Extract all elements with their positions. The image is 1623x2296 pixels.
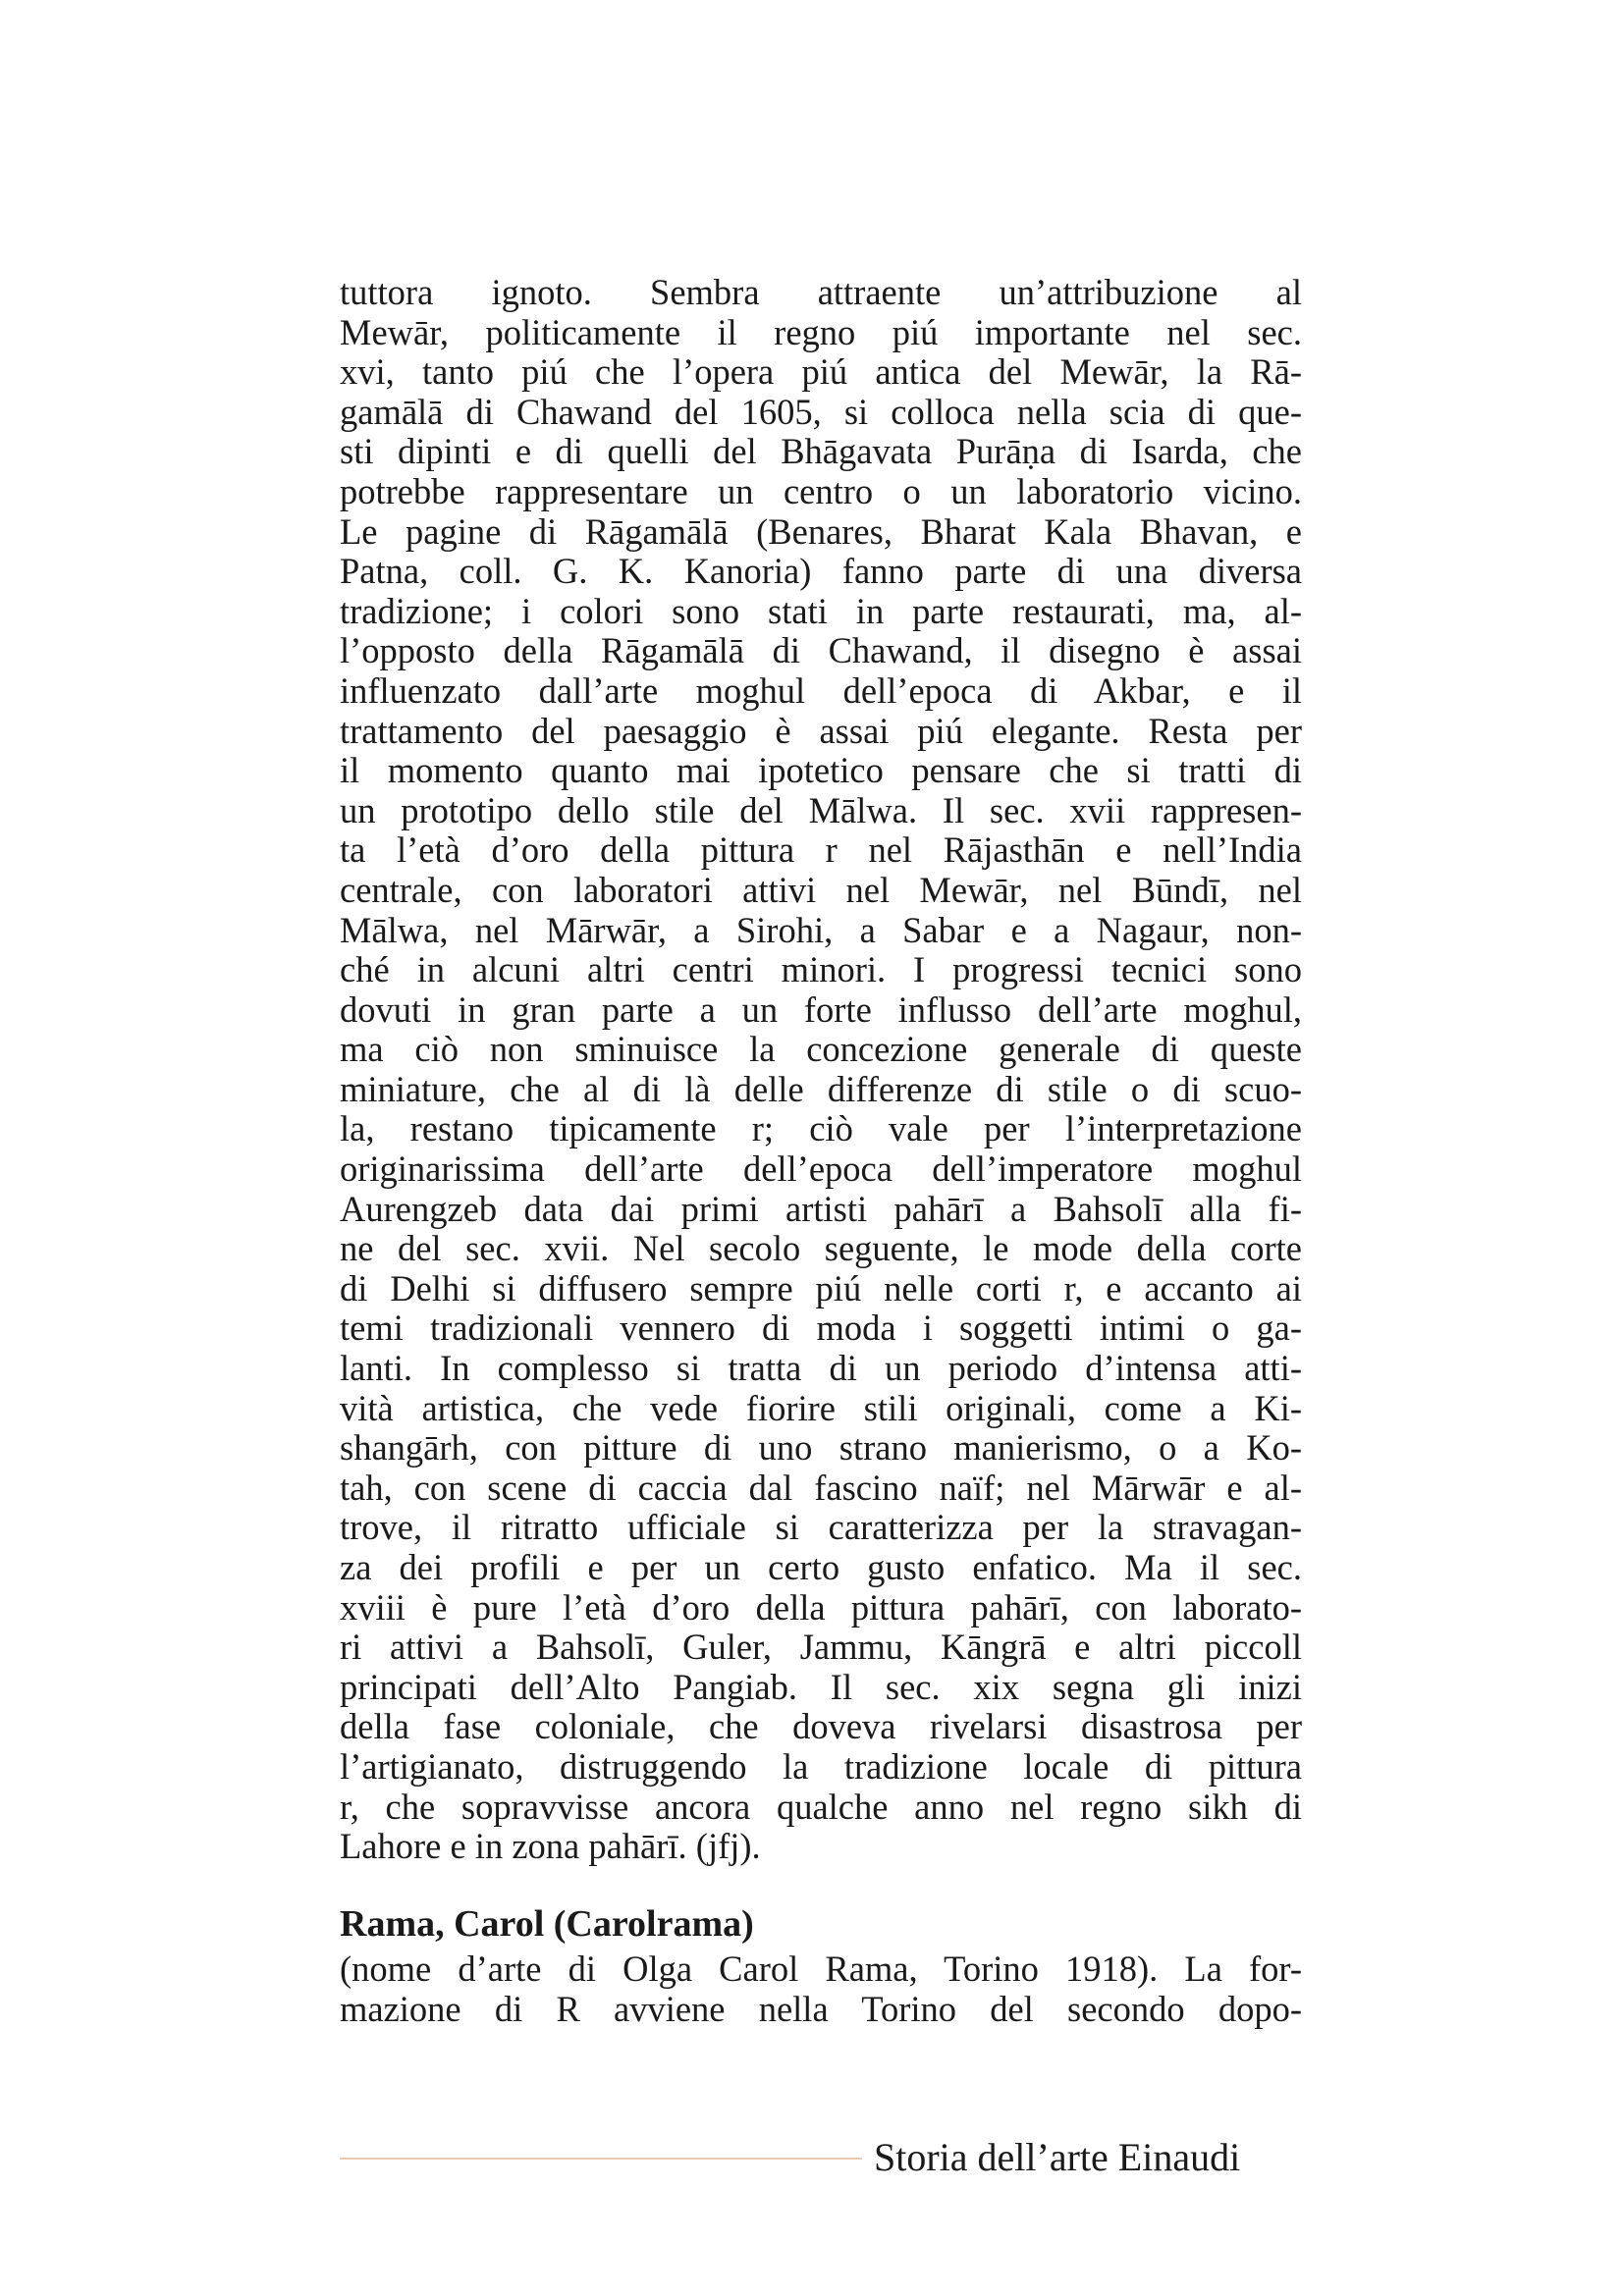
body-line: za dei profili e per un certo gusto enfatico. Ma il sec. — [340, 1547, 1302, 1587]
body-line: dovuti in gran parte a un forte influsso dell’arte moghul, — [340, 988, 1302, 1030]
body-line: Patna, coll. G. K. Kanoria) fanno parte di una diversa — [340, 551, 1302, 592]
body-line: tuttora ignoto. Sembra attraente un’attribuzione al — [340, 272, 1302, 312]
body-line: il momento quanto mai ipotetico pensare che si tratti di — [340, 750, 1302, 791]
body-line: ta l’età d’oro della pittura r nel Rājasthān e nell’India — [340, 829, 1302, 871]
body-line: della fase coloniale, che doveva rivelarsi disastrosa per — [340, 1706, 1302, 1747]
body-line: centrale, con laboratori attivi nel Mewār, nel Būndī, nel — [340, 869, 1302, 910]
body-line: Aurengzeb data dai primi artisti pahārī a Bahsolī alla fi- — [340, 1188, 1302, 1229]
body-line: trattamento del paesaggio è assai piú elegante. Resta per — [340, 710, 1302, 751]
body-line: ma ciò non sminuisce la concezione generale di queste — [340, 1029, 1302, 1070]
body-line: gamālā di Chawand del 1605, si colloca nella scia di que- — [340, 391, 1302, 432]
body-line: l’artigianato, distruggendo la tradizione locale di pittura — [340, 1745, 1302, 1787]
body-line: lanti. In complesso si tratta di un periodo d’intensa atti- — [340, 1348, 1302, 1389]
body-line: l’opposto della Rāgamālā di Chawand, il disegno è assai — [340, 630, 1302, 671]
body-line: ne del sec. xvii. Nel secolo seguente, le mode della corte — [340, 1228, 1302, 1269]
entry-body — [340, 1949, 1302, 2029]
body-line: un prototipo dello stile del Mālwa. Il sec. xvii rappresen- — [340, 789, 1302, 830]
body-line: miniature, che al di là delle differenze di stile o di scuo- — [340, 1068, 1302, 1109]
article-body — [340, 273, 1302, 1867]
body-line: tradizione; i colori sono stati in parte restaurati, ma, al- — [340, 590, 1302, 631]
body-line: originarissima dell’arte dell’epoca dell’imperatore moghul — [340, 1148, 1302, 1190]
entry-line: mazione di R avviene nella Torino del secondo dopo- — [340, 1988, 1302, 2029]
body-line: r, che sopravvisse ancora qualche anno nel regno sikh di — [340, 1786, 1302, 1827]
body-line: Le pagine di Rāgamālā (Benares, Bharat Kala Bhavan, e — [340, 510, 1302, 552]
body-line: trove, il ritratto ufficiale si caratterizza per la stravagan- — [340, 1507, 1302, 1548]
body-line: Lahore e in zona pahārī. (jfj). — [340, 1826, 761, 1867]
footer-rule — [340, 2158, 862, 2160]
body-line: vità artistica, che vede fiorire stili originali, come a Ki- — [340, 1387, 1302, 1428]
body-line: influenzato dall’arte moghul dell’epoca di Akbar, e il — [340, 669, 1302, 711]
body-line: Mewār, politicamente il regno piú importante nel sec. — [340, 311, 1302, 352]
entry-line: (nome d’arte di Olga Carol Rama, Torino 1918). La for- — [340, 1949, 1302, 1989]
body-line: Mālwa, nel Mārwār, a Sirohi, a Sabar e a Nagaur, non- — [340, 909, 1302, 950]
body-line: principati dell’Alto Pangiab. Il sec. xix segna gli inizi — [340, 1666, 1302, 1707]
body-line: temi tradizionali vennero di moda i soggetti intimi o ga- — [340, 1308, 1302, 1349]
body-line: ri attivi a Bahsolī, Guler, Jammu, Kāngrā e altri piccoll — [340, 1627, 1302, 1668]
body-line: shangārh, con pitture di uno strano manierismo, o a Ko- — [340, 1427, 1302, 1468]
entry-heading: Rama, Carol (Carolrama) — [340, 1903, 754, 1945]
body-line: tah, con scene di caccia dal fascino naïf; nel Mārwār e al- — [340, 1467, 1302, 1508]
body-line: potrebbe rappresentare un centro o un laboratorio vicino. — [340, 470, 1302, 511]
body-line: xvi, tanto piú che l’opera piú antica del Mewār, la Rā- — [340, 351, 1302, 393]
body-line: ché in alcuni altri centri minori. I progressi tecnici sono — [340, 949, 1302, 990]
body-line: di Delhi si diffusero sempre piú nelle corti r, e accanto ai — [340, 1267, 1302, 1308]
footer-title: Storia dell’arte Einaudi — [874, 2135, 1241, 2179]
body-line: xviii è pure l’età d’oro della pittura pahārī, con laborato- — [340, 1586, 1302, 1628]
body-line: sti dipinti e di quelli del Bhāgavata Purāṇa di Isarda, che — [340, 431, 1302, 472]
body-line: la, restano tipicamente r; ciò vale per l’interpretazione — [340, 1108, 1302, 1149]
